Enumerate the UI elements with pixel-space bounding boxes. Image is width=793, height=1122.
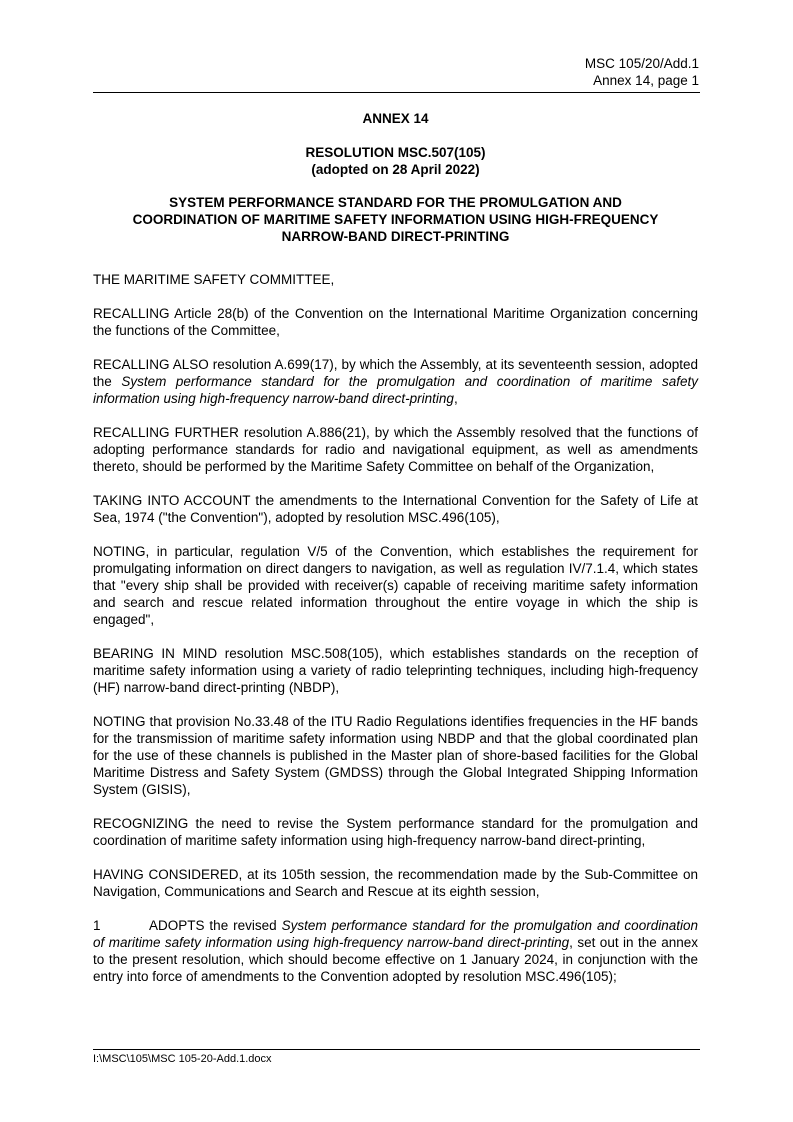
paragraph-taking-into-account: TAKING INTO ACCOUNT the amendments to the International Convention for the Safety of Life at Sea, 1974 ("the Convention"), adopted by resolution MSC.496(105),: [93, 493, 698, 525]
paragraph-text: ADOPTS the revised: [149, 918, 282, 933]
paragraph-italic-title: System performance standard for the promulgation and coordination of maritime safety information using high-frequency narrow-band direct-printing: [93, 374, 698, 406]
resolution-title-line: SYSTEM PERFORMANCE STANDARD FOR THE PROMULGATION AND: [169, 195, 622, 210]
paragraph-recalling-also: [93, 356, 698, 407]
paragraph-noting-regulation: NOTING, in particular, regulation V/5 of the Convention, which establishes the requirement for promulgating information on direct dangers to navigation, as well as regulation IV/7.1.4, which states that "every ship shall be provided with receiver(s) capable of receiving maritime safety information and search and rescue related information throughout the entire voyage in which the ship is engaged",: [93, 544, 698, 627]
committee-heading: THE MARITIME SAFETY COMMITTEE,: [93, 272, 335, 287]
resolution-number: RESOLUTION MSC.507(105): [305, 145, 486, 160]
page-reference: Annex 14, page 1: [593, 73, 699, 88]
resolution-title-line: NARROW-BAND DIRECT-PRINTING: [281, 229, 510, 244]
resolution-heading: [93, 144, 698, 178]
footer-divider: [93, 1049, 700, 1050]
paragraph-recalling-further: RECALLING FURTHER resolution A.886(21), by which the Assembly resolved that the functions of adopting performance standards for radio and navigational equipment, as well as amendments thereto, should be performed by the Maritime Safety Committee on behalf of the Organization,: [93, 425, 698, 474]
footer-file-path: I:\MSC\105\MSC 105-20-Add.1.docx: [93, 1053, 272, 1065]
paragraph-number: 1: [93, 918, 101, 933]
resolution-title: [93, 194, 698, 245]
annex-title: ANNEX 14: [362, 111, 429, 126]
header-divider: [93, 92, 700, 93]
document-reference: MSC 105/20/Add.1: [584, 56, 699, 71]
page-header: [585, 55, 699, 89]
resolution-adopted-date: (adopted on 28 April 2022): [311, 162, 480, 177]
paragraph-bearing-in-mind: BEARING IN MIND resolution MSC.508(105), which establishes standards on the reception of maritime safety information using a variety of radio teleprinting techniques, including high-frequency (HF) narrow-band direct-printing (NBDP),: [93, 646, 698, 695]
paragraph-adopts: [93, 917, 698, 985]
paragraph-noting-itu: NOTING that provision No.33.48 of the ITU Radio Regulations identifies frequencies in the HF bands for the transmission of maritime safety information using NBDP and that the global coordinated plan for the use of these channels is published in the Master plan of shore-based facilities for the Global Maritime Distress and Safety System (GMDSS) through the Global Integrated Shipping Information System (GISIS),: [93, 714, 698, 797]
paragraph-recalling: RECALLING Article 28(b) of the Convention on the International Maritime Organization concerning the functions of the Committee,: [93, 306, 698, 338]
paragraph-having-considered: HAVING CONSIDERED, at its 105th session, the recommendation made by the Sub-Committee on Navigation, Communications and Search and Rescue at its eighth session,: [93, 867, 698, 899]
paragraph-text: ,: [453, 391, 458, 406]
paragraph-text: RECALLING ALSO resolution A.699(17), by which the Assembly, at its seventeenth session, adopted the: [93, 357, 698, 389]
paragraph-italic-title: System performance standard for the promulgation and coordination of maritime safety information using high-frequency narrow-band direct-printing: [93, 918, 698, 950]
document-body: [93, 110, 698, 1002]
resolution-title-line: COORDINATION OF MARITIME SAFETY INFORMATION USING HIGH-FREQUENCY: [132, 212, 659, 227]
paragraph-text: , set out in the annex to the present resolution, which should become effective on 1 January 2024, in conjunction with the entry into force of amendments to the Convention adopted by resolution MSC.496(105);: [93, 935, 698, 984]
paragraph-recognizing: RECOGNIZING the need to revise the System performance standard for the promulgation and coordination of maritime safety information using high-frequency narrow-band direct-printing,: [93, 816, 698, 848]
